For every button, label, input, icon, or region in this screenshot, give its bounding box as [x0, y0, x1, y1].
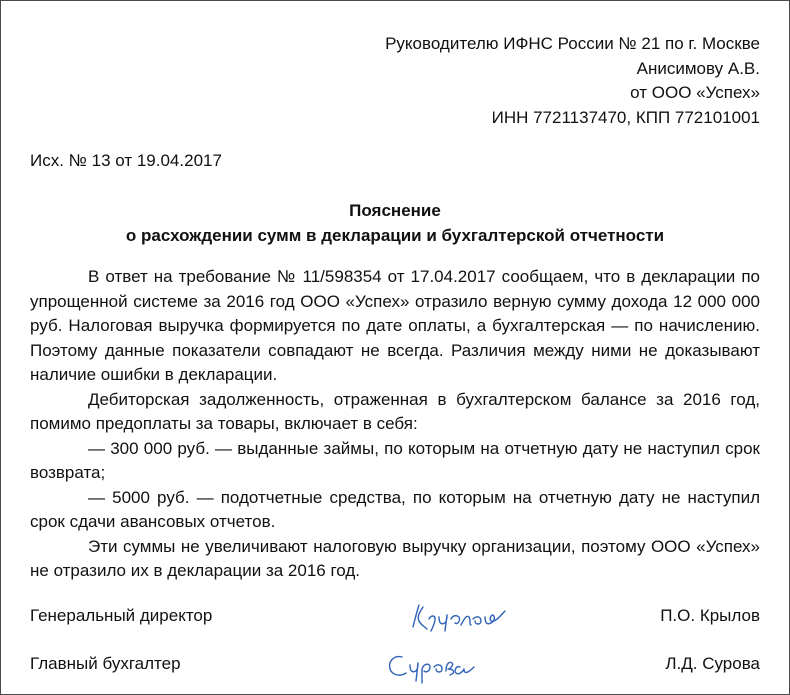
addressee-line: ИНН 7721137470, КПП 772101001: [491, 107, 760, 127]
list-item: — 5000 руб. — подотчетные средства, по которым на отчетную дату не наступил срок сдачи авансовых отчетов.: [30, 487, 760, 531]
body-paragraph: В ответ на требование № 11/598354 от 17.04.2017 сообщаем, что в декларации по упрощенной системе за 2016 год ООО «Успех» отразило верную сумму дохода 12 000 000 руб. Налоговая выручка формируется по дате оплаты, а бухгалтерская — по начислению. Поэтому данные показатели совпадают не всегда. Различия между ними не доказывают наличие ошибки в декларации.: [30, 267, 760, 384]
list-item: — 300 000 руб. — выданные займы, по которым на отчетную дату не наступил срок возврата;: [30, 438, 760, 482]
outgoing-reference: Исх. № 13 от 19.04.2017: [30, 151, 222, 170]
handwritten-signature: [380, 645, 500, 687]
signer-role: Главный бухгалтер: [30, 654, 181, 673]
signature-row-accountant: [30, 645, 760, 685]
document-body: [30, 265, 760, 584]
title-line: Пояснение: [349, 201, 441, 220]
signer-name: Л.Д. Сурова: [665, 654, 760, 673]
subtitle-line: о расхождении сумм в декларации и бухгалтерской отчетности: [125, 225, 665, 245]
document-title: [30, 199, 760, 248]
signer-role: Генеральный директор: [30, 606, 213, 625]
handwritten-signature: [405, 597, 535, 637]
addressee-line: Анисимову А.В.: [636, 58, 760, 78]
body-paragraph: Эти суммы не увеличивают налоговую выручку организации, поэтому ООО «Успех» не отразило их в декларации за 2016 год.: [30, 536, 760, 580]
body-paragraph: Дебиторская задолженность, отраженная в бухгалтерском балансе за 2016 год, помимо предоплаты за товары, включает в себя:: [30, 389, 760, 433]
signature-row-director: [30, 597, 760, 637]
signer-name: П.О. Крылов: [660, 606, 760, 625]
addressee-line: Руководителю ИФНС России № 21 по г. Москве: [385, 34, 760, 53]
addressee-line: от ООО «Успех»: [630, 83, 760, 102]
addressee-block: [385, 32, 760, 130]
